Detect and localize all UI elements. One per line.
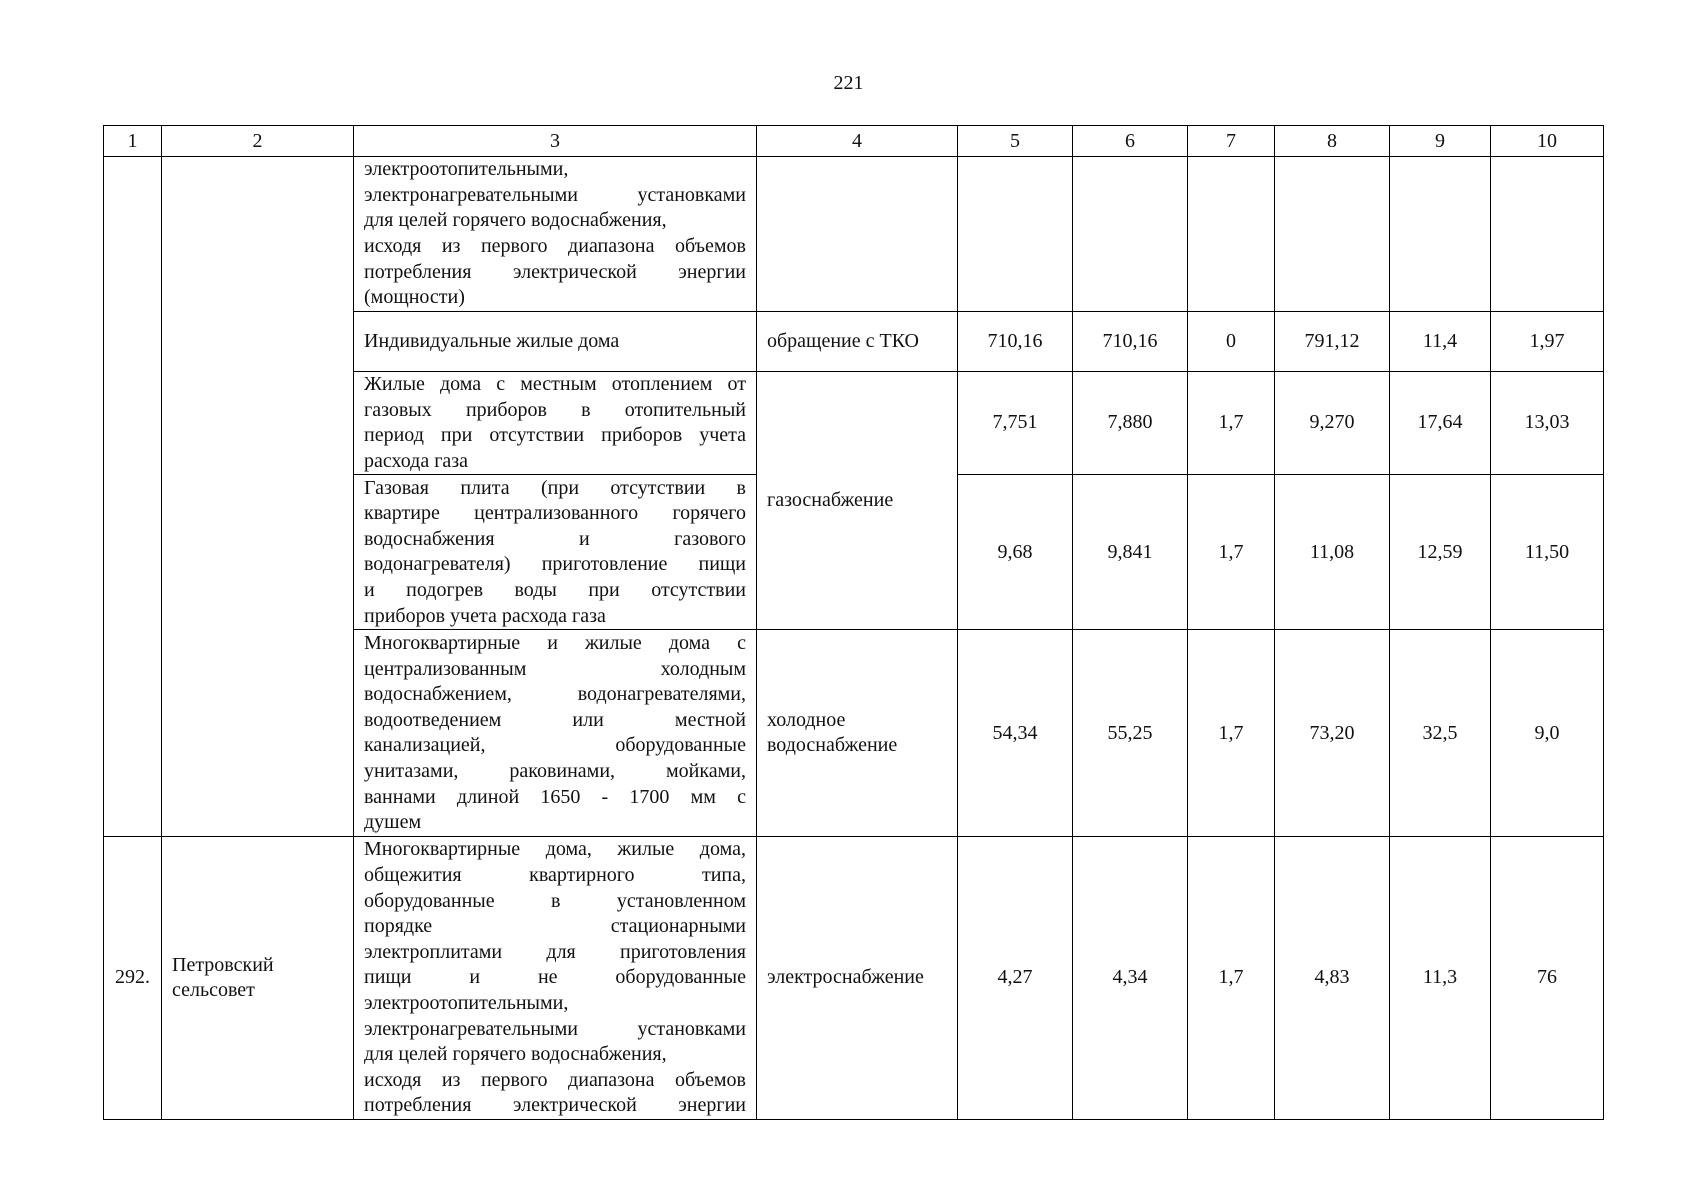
category-line: и подогрев воды при отсутствии (364, 578, 746, 601)
value-cell: 11,50 (1491, 475, 1604, 630)
value-cell: 710,16 (1073, 312, 1188, 372)
service-cell: обращение с ТКО (757, 312, 958, 372)
category-line: электронагревательными установками (364, 1017, 746, 1040)
header-cell: 1 (104, 126, 162, 157)
category-line: водоснабжением, водонагревателями, (364, 683, 746, 706)
value-cell: 1,7 (1188, 372, 1275, 475)
value-cell: 7,880 (1073, 372, 1188, 475)
category-cell (354, 630, 757, 837)
table-header-row (104, 126, 1604, 157)
category-line: водоотведением или местной (364, 708, 746, 731)
category-line: централизованным холодным (364, 657, 746, 680)
table-row (104, 837, 1604, 1120)
category-cell (354, 157, 757, 312)
row-number-cell (104, 157, 162, 837)
category-line: электронагревательными установками (364, 183, 746, 206)
header-cell: 5 (958, 126, 1073, 157)
category-line: исходя из первого диапазона объемов (364, 1068, 746, 1091)
category-cell: Индивидуальные жилые дома (354, 312, 757, 372)
value-cell: 76 (1491, 837, 1604, 1120)
value-cell: 32,5 (1390, 630, 1491, 837)
category-line: потребления электрической энергии (364, 260, 746, 283)
value-cell: 0 (1188, 312, 1275, 372)
category-line: Многоквартирные дома, жилые дома, (364, 838, 746, 861)
value-cell: 1,7 (1188, 475, 1275, 630)
category-line: исходя из первого диапазона объемов (364, 235, 746, 257)
header-cell: 7 (1188, 126, 1275, 157)
service-line: холодное (767, 708, 846, 731)
service-cell: электроснабжение (757, 837, 958, 1120)
header-cell: 4 (757, 126, 958, 157)
category-line: электроотопительными, (364, 158, 569, 181)
service-cell (757, 630, 958, 837)
settlement-line: сельсовет (172, 979, 255, 1002)
category-line: ваннами длиной 1650 - 1700 мм с (364, 785, 746, 808)
category-cell (354, 837, 757, 1120)
page-number: 221 (833, 72, 864, 94)
value-cell: 791,12 (1275, 312, 1390, 372)
service-cell (757, 157, 958, 312)
value-cell: 73,20 (1275, 630, 1390, 837)
category-cell (354, 475, 757, 630)
value-cell: 1,97 (1491, 312, 1604, 372)
row-number-cell: 292. (104, 837, 162, 1120)
category-line: Газовая плита (при отсутствии в (364, 476, 746, 499)
value-cell: 11,08 (1275, 475, 1390, 630)
value-cell: 9,270 (1275, 372, 1390, 475)
value-cell (1188, 157, 1275, 312)
header-cell: 3 (354, 126, 757, 157)
category-line: душем (364, 811, 422, 834)
category-line: электроплитами для приготовления (364, 940, 746, 963)
service-cell: газоснабжение (757, 372, 958, 630)
category-line: расхода газа (364, 449, 469, 472)
service-line: водоснабжение (767, 734, 898, 757)
value-cell (1275, 157, 1390, 312)
category-line: Многоквартирные и жилые дома с (364, 632, 746, 654)
value-cell: 13,03 (1491, 372, 1604, 475)
header-cell: 9 (1390, 126, 1491, 157)
value-cell: 1,7 (1188, 630, 1275, 837)
category-line: унитазами, раковинами, мойками, (364, 759, 746, 782)
category-line: водонагревателя) приготовление пищи (364, 553, 746, 576)
category-line: для целей горячего водоснабжения, (364, 209, 667, 232)
category-line: (мощности) (364, 286, 465, 309)
value-cell: 1,7 (1188, 837, 1275, 1120)
header-cell: 2 (162, 126, 354, 157)
category-line: приборов учета расхода газа (364, 604, 606, 627)
header-cell: 10 (1491, 126, 1604, 157)
value-cell: 54,34 (958, 630, 1073, 837)
settlement-line: Петровский (172, 953, 274, 976)
value-cell: 4,27 (958, 837, 1073, 1120)
category-line: период при отсутствии приборов учета (364, 424, 746, 447)
category-line: пищи и не оборудованные (364, 966, 746, 989)
settlement-cell (162, 157, 354, 837)
category-line: водоснабжения и газового (364, 527, 746, 550)
category-line: потребления электрической энергии (364, 1094, 746, 1117)
value-cell (1491, 157, 1604, 312)
category-line: газовых приборов в отопительный (364, 398, 746, 421)
value-cell: 7,751 (958, 372, 1073, 475)
value-cell (1073, 157, 1188, 312)
value-cell: 9,841 (1073, 475, 1188, 630)
value-cell: 9,68 (958, 475, 1073, 630)
value-cell: 11,4 (1390, 312, 1491, 372)
category-line: общежития квартирного типа, (364, 863, 746, 886)
value-cell (958, 157, 1073, 312)
norms-table (103, 125, 1604, 1120)
value-cell: 4,34 (1073, 837, 1188, 1120)
value-cell: 11,3 (1390, 837, 1491, 1120)
category-cell (354, 372, 757, 475)
category-line: для целей горячего водоснабжения, (364, 1043, 667, 1066)
value-cell (1390, 157, 1491, 312)
value-cell: 9,0 (1491, 630, 1604, 837)
value-cell: 55,25 (1073, 630, 1188, 837)
settlement-cell (162, 837, 354, 1120)
value-cell: 12,59 (1390, 475, 1491, 630)
category-line: оборудованные в установленном (364, 889, 746, 912)
table-row (104, 157, 1604, 312)
value-cell: 710,16 (958, 312, 1073, 372)
category-line: электроотопительными, (364, 991, 569, 1014)
header-cell: 6 (1073, 126, 1188, 157)
value-cell: 17,64 (1390, 372, 1491, 475)
category-line: квартире централизованного горячего (364, 502, 746, 525)
value-cell: 4,83 (1275, 837, 1390, 1120)
category-line: порядке стационарными (364, 915, 746, 938)
header-cell: 8 (1275, 126, 1390, 157)
category-line: Жилые дома с местным отоплением от (364, 373, 746, 395)
category-line: канализацией, оборудованные (364, 734, 746, 757)
